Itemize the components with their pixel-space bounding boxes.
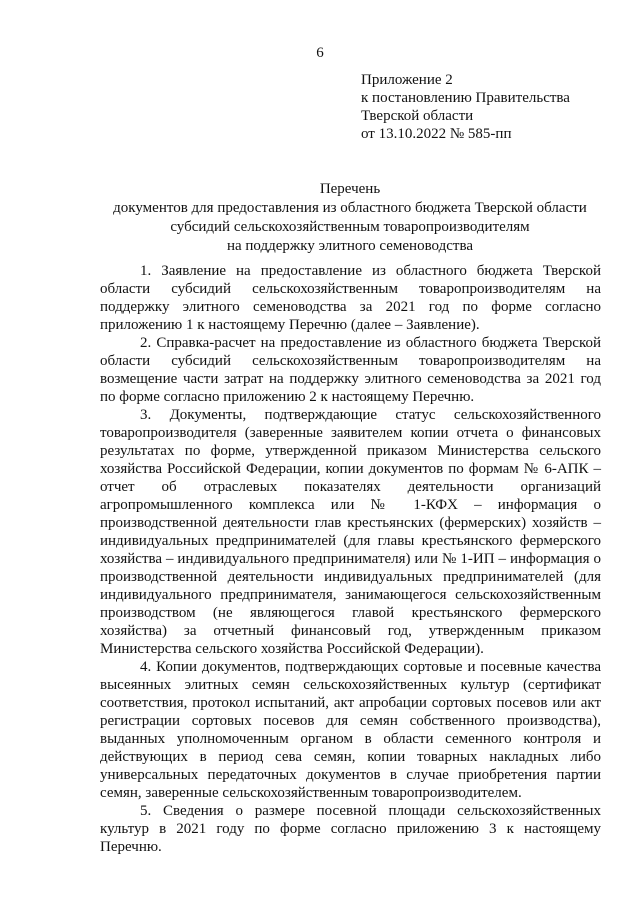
title-line: субсидий сельскохозяйственным товаропроизводителям: [170, 219, 530, 235]
list-item: 4. Копии документов, подтверждающих сортовые и посевные качества высеянных элитных семян сельскохозяйственных культур (сертификат соответствия, протокол испытаний, акт апробации сортовых посевов или акт регистрации сортовых посевов для семян собственного производства), выданных уполномоченным органом в области семенного контроля и действующих в период сева семян, копии товарных накладных либо универсальных передаточных документов в случае приобретения партии семян, заверенные сельскохозяйственным товаропроизводителем.: [100, 659, 601, 801]
list-item: 1. Заявление на предоставление из областного бюджета Тверской области субсидий сельскохозяйственным товаропроизводителям на поддержку элитного семеноводства за 2021 год по форме согласно приложению 1 к настоящему Перечню (далее – Заявление).: [100, 263, 601, 333]
document-body: [100, 262, 601, 856]
appendix-line: от 13.10.2022 № 585-пп: [361, 126, 512, 142]
appendix-line: Приложение 2: [361, 72, 453, 88]
document-title: [60, 180, 640, 256]
appendix-line: к постановлению Правительства: [361, 90, 570, 106]
list-item: 3. Документы, подтверждающие статус сельскохозяйственного товаропроизводителя (заверенные заявителем копии отчета о финансовых результатах по форме, утвержденной приказом Министерства сельского хозяйства Российской Федерации, копии документов по формам № 6-АПК – отчет об отраслевых показателях деятельности организаций агропромышленного комплекса или № 1-КФХ – информация о производственной деятельности глав крестьянских (фермерских) хозяйств – индивидуальных предпринимателей (для главы крестьянского фермерского хозяйства – индивидуального предпринимателя) или № 1-ИП – информация о производственной деятельности индивидуальных предпринимателей (для индивидуального предпринимателя, занимающегося сельскохозяйственным производством (не являющегося главой крестьянского фермерского хозяйства) за отчетный финансовый год, утвержденным приказом Министерства сельского хозяйства Российской Федерации).: [100, 407, 601, 657]
list-item: 2. Справка-расчет на предоставление из областного бюджета Тверской области субсидий сельскохозяйственным товаропроизводителям на возмещение части затрат на поддержку элитного семеноводства за 2021 год по форме согласно приложению 2 к настоящему Перечню.: [100, 335, 601, 405]
title-line: Перечень: [319, 181, 381, 197]
title-line: документов для предоставления из областного бюджета Тверской области: [113, 200, 587, 216]
title-line: на поддержку элитного семеноводства: [226, 238, 474, 254]
appendix-header: [361, 71, 621, 143]
page-number: 6: [316, 45, 324, 61]
list-item: 5. Сведения о размере посевной площади сельскохозяйственных культур в 2021 году по форме согласно приложению 3 к настоящему Перечню.: [100, 803, 601, 855]
appendix-line: Тверской области: [361, 108, 474, 124]
